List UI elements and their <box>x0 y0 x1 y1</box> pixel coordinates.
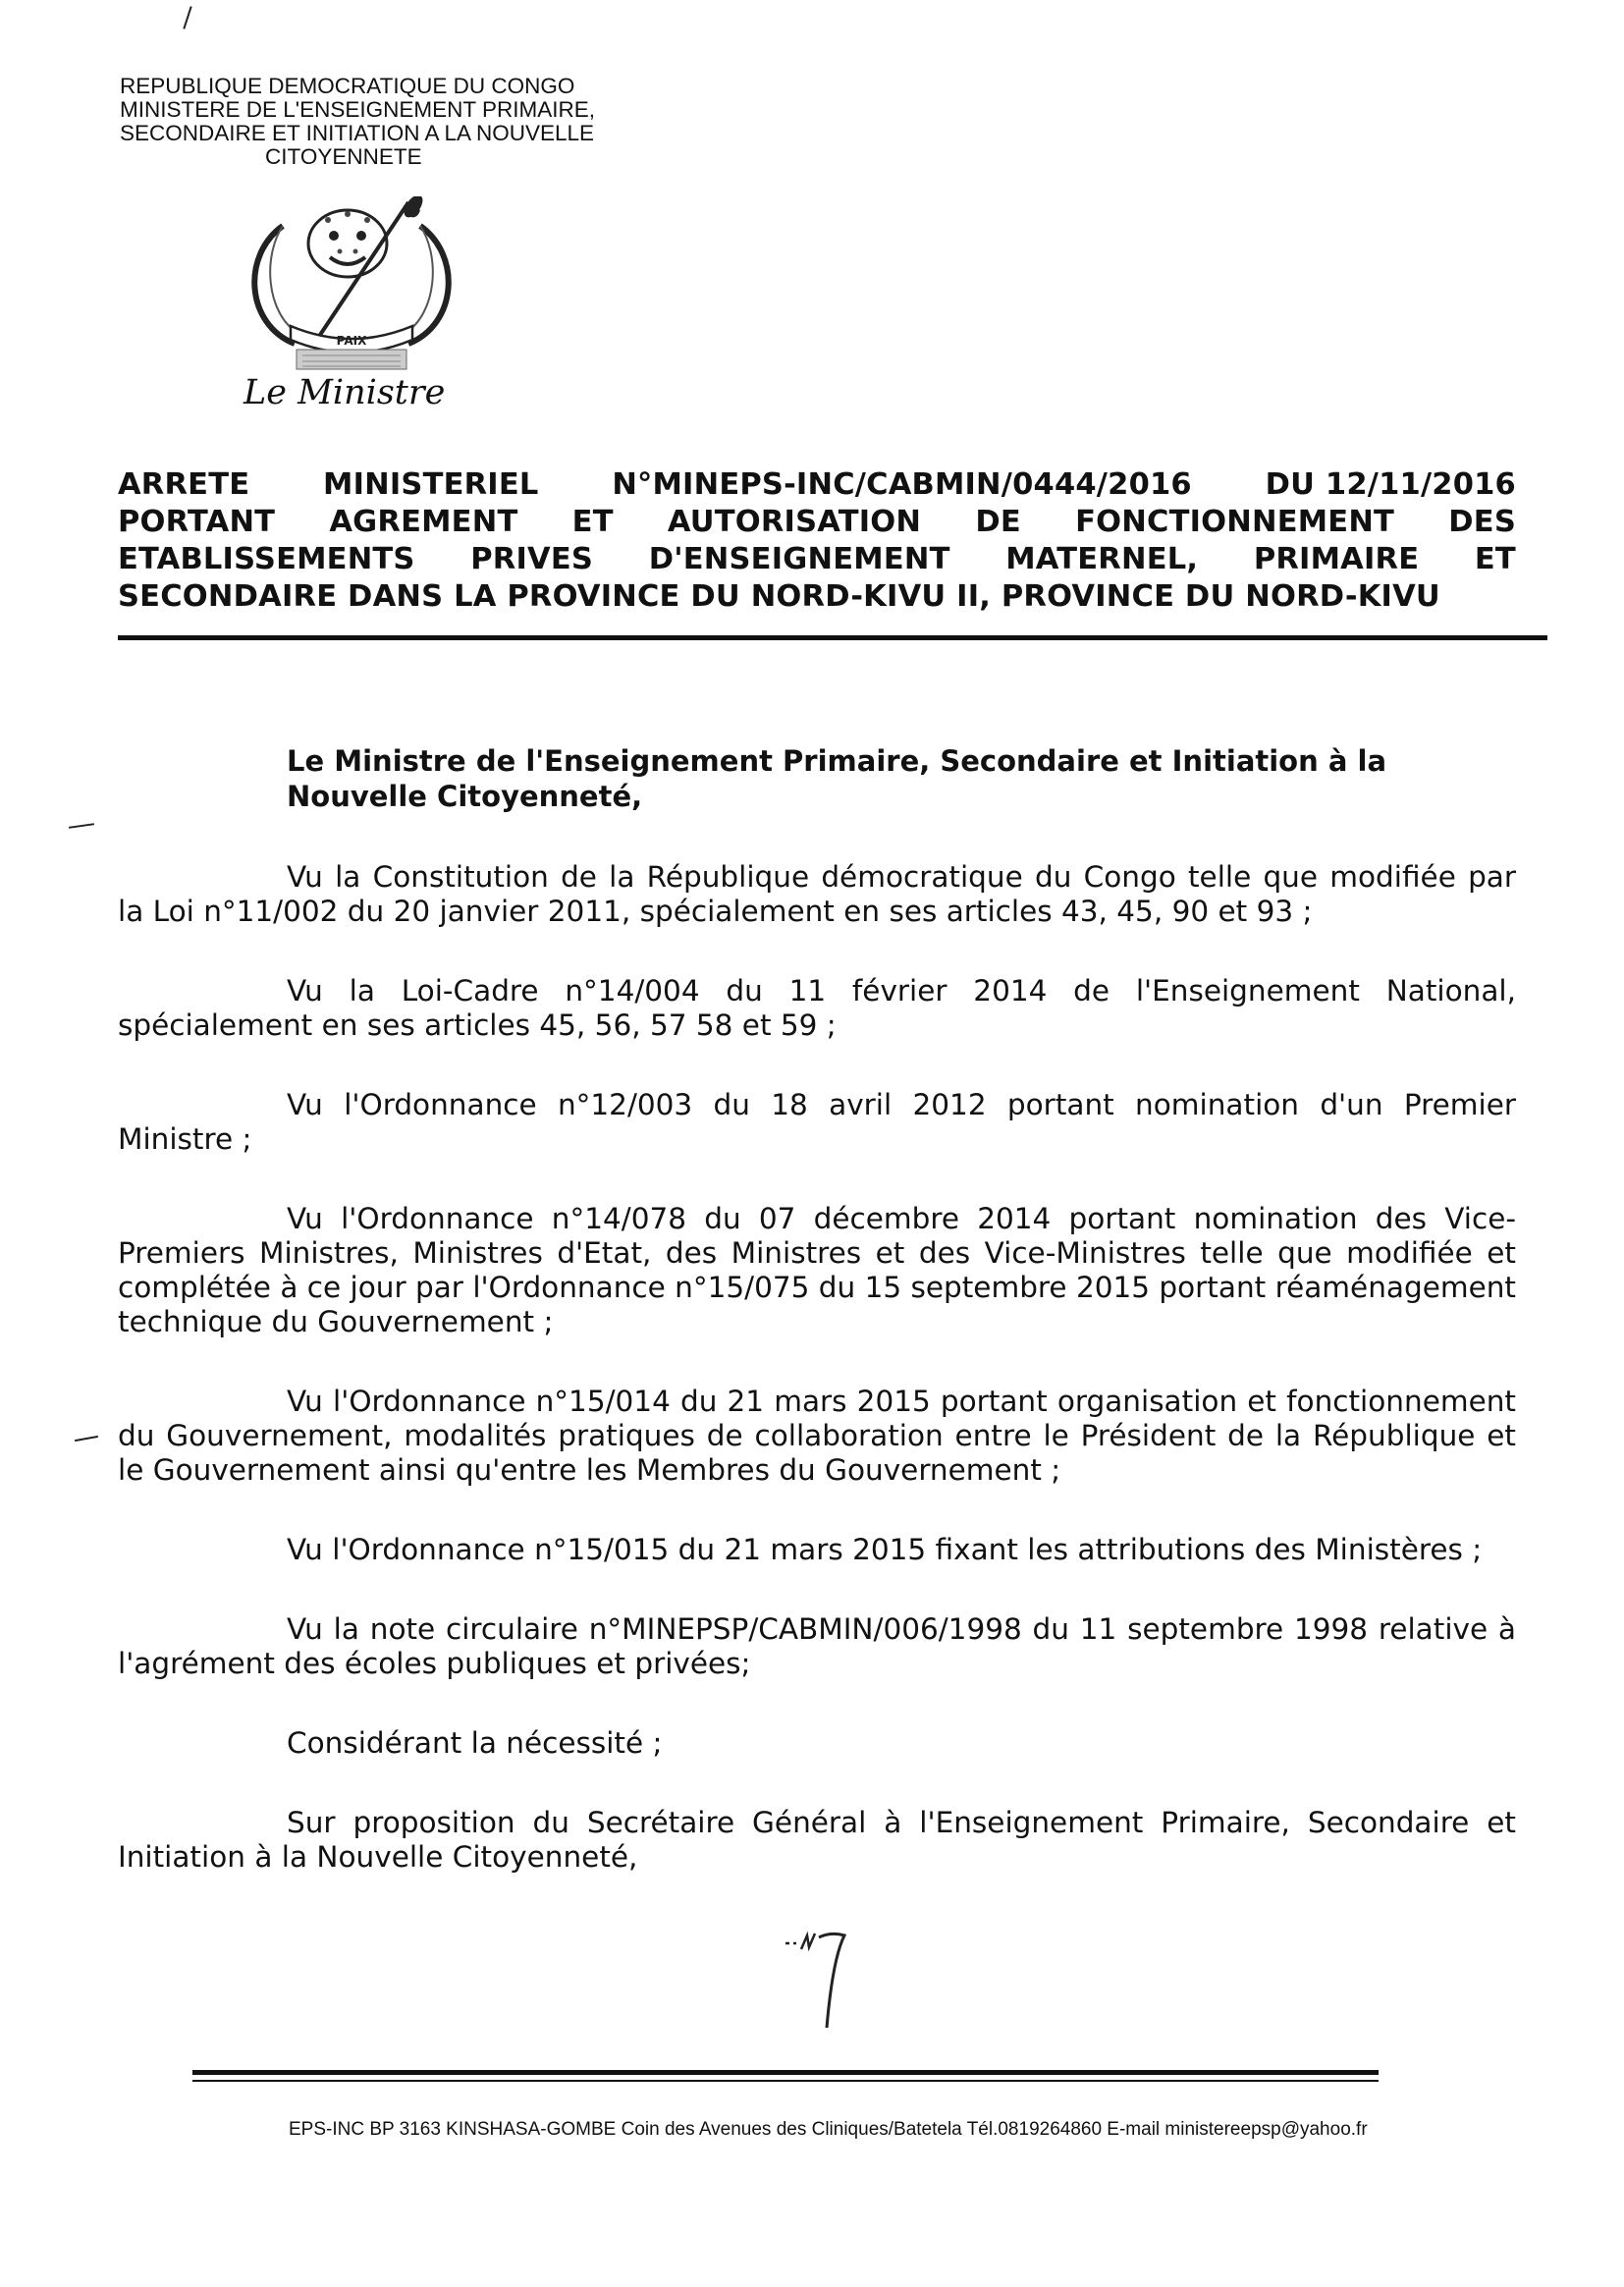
title-word: PRIVES <box>470 542 594 576</box>
coat-of-arms-emblem <box>234 196 469 373</box>
title-word: FONCTIONNEMENT <box>1075 505 1395 539</box>
recital-paragraph: Vu l'Ordonnance n°12/003 du 18 avril 2012 portant nomination d'un Premier Ministre ; <box>118 1088 1516 1156</box>
title-word: ET <box>571 505 614 539</box>
footer-contact: EPS-INC BP 3163 KINSHASA-GOMBE Coin des Avenues des Cliniques/Batetela Tél.0819264860 E-mail ministereepsp@yahoo.fr <box>289 2119 1368 2140</box>
decree-number: N°MINEPS-INC/CABMIN/0444/2016 <box>612 467 1192 502</box>
title-word: DES <box>1448 505 1516 539</box>
emblem-motto: PAIX <box>336 334 367 348</box>
recital-paragraph: Sur proposition du Secrétaire Général à l'Enseignement Primaire, Secondaire et Initiation à la Nouvelle Citoyenneté, <box>118 1806 1516 1874</box>
title-word: ETABLISSEMENTS <box>118 542 415 576</box>
title-word: ET <box>1474 542 1516 576</box>
title-line-1 <box>118 466 1516 504</box>
addressee: Le Ministre de l'Enseignement Primaire, Secondaire et Initiation à la Nouvelle Citoyenneté, <box>287 744 1387 813</box>
title-word: PRIMAIRE <box>1253 542 1420 576</box>
title-word: MATERNEL, <box>1005 542 1199 576</box>
scan-mark <box>75 1436 98 1442</box>
title-word: AGREMENT <box>329 505 518 539</box>
title-word: D'ENSEIGNEMENT <box>648 542 950 576</box>
title-word: MINISTERIEL <box>323 467 539 502</box>
letterhead-ministry-2: SECONDAIRE ET INITIATION A LA NOUVELLE <box>120 121 595 145</box>
recital-paragraph: Vu la Constitution de la République démocratique du Congo telle que modifiée par la Loi n°11/002 du 20 janvier 2011, spécialement en ses articles 43, 45, 90 et 93 ; <box>118 860 1516 928</box>
footer-divider-thick <box>192 2070 1379 2075</box>
title-word: AUTORISATION <box>667 505 922 539</box>
recital-paragraph: Vu la Loi-Cadre n°14/004 du 11 février 2014 de l'Enseignement National, spécialement en ses articles 45, 56, 57 58 et 59 ; <box>118 974 1516 1042</box>
scan-mark <box>69 823 94 829</box>
recital-paragraph: Vu l'Ordonnance n°15/015 du 21 mars 2015 fixant les attributions des Ministères ; <box>287 1533 1483 1566</box>
title-divider <box>118 635 1547 640</box>
footer-divider-thin <box>192 2080 1379 2082</box>
decree-body <box>118 860 1516 1875</box>
recital-paragraph: Vu l'Ordonnance n°15/014 du 21 mars 2015 portant organisation et fonctionnement du Gouvernement, modalités pratiques de collaboration entre le Président de la République et le Gouvernement ainsi qu'entre les Membres du Gouvernement ; <box>118 1385 1516 1487</box>
recital-paragraph: Vu la note circulaire n°MINEPSP/CABMIN/006/1998 du 11 septembre 1998 relative à l'agrément des écoles publiques et privées; <box>118 1612 1516 1680</box>
letterhead <box>120 75 670 169</box>
decree-title <box>118 466 1516 616</box>
title-line-2 <box>118 504 1516 541</box>
minister-signature-label: Le Ministre <box>244 373 446 412</box>
letterhead-ministry-1: MINISTERE DE L'ENSEIGNEMENT PRIMAIRE, <box>120 97 595 122</box>
recital-paragraph: Considérant la nécessité ; <box>287 1726 663 1760</box>
decree-date: DU 12/11/2016 <box>1265 467 1516 502</box>
title-line-4: SECONDAIRE DANS LA PROVINCE DU NORD-KIVU II, PROVINCE DU NORD-KIVU <box>118 579 1440 614</box>
title-word: ARRETE <box>118 467 250 502</box>
title-line-3 <box>118 541 1516 578</box>
recital-paragraph: Vu l'Ordonnance n°14/078 du 07 décembre 2014 portant nomination des Vice-Premiers Ministres, Ministres d'Etat, des Ministres et des Vice-Ministres telle que modifiée et complétée à ce jour par l'Ordonnance n°15/075 du 15 septembre 2015 portant réaménagement technique du Gouvernement ; <box>118 1202 1516 1338</box>
title-word: PORTANT <box>118 505 276 539</box>
handwritten-initials <box>784 1930 862 2038</box>
title-word: DE <box>975 505 1021 539</box>
scan-mark <box>183 6 191 28</box>
letterhead-ministry-3: CITOYENNETE <box>265 144 422 169</box>
letterhead-country: REPUBLIQUE DEMOCRATIQUE DU CONGO <box>120 74 575 98</box>
